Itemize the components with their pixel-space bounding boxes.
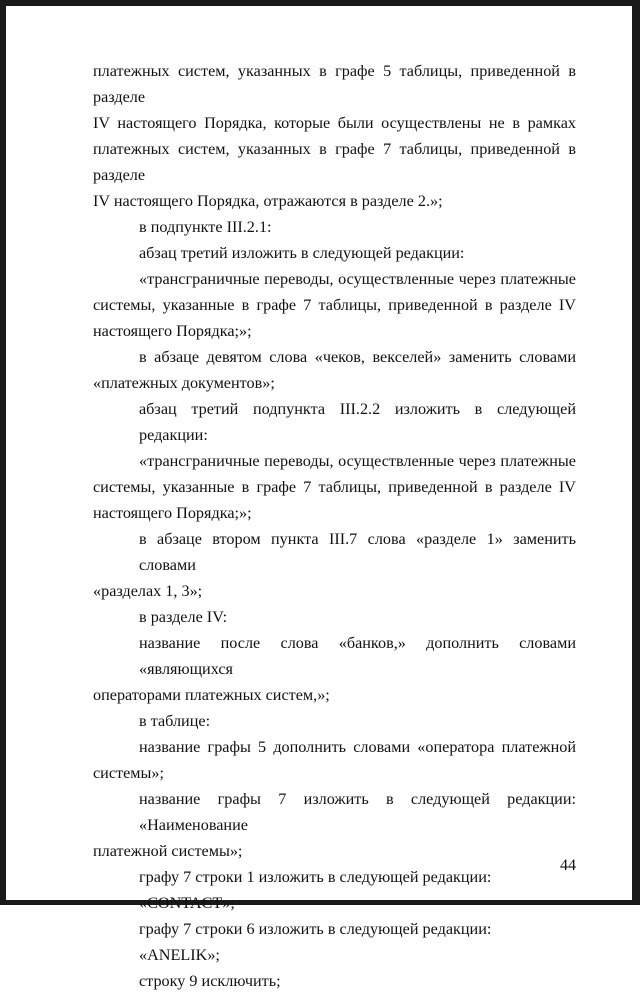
paragraph (93, 448, 576, 526)
text-line: «ANELIK»; (139, 946, 220, 964)
text-line: системы»; (93, 764, 165, 782)
text-line: «трансграничные переводы, осуществленные через платежные (139, 270, 576, 288)
paragraph (93, 240, 576, 266)
paragraph (93, 214, 576, 240)
text-line: название после слова «банков,» дополнить словами «являющихся (139, 634, 576, 678)
paragraph (93, 344, 576, 396)
text-line: в абзаце девятом слова «чеков, векселей» заменить словами (139, 348, 576, 366)
text-line: строку 9 исключить; (139, 972, 281, 990)
text-line: в разделе IV: (139, 608, 228, 626)
document-body (93, 58, 576, 994)
text-line: абзац третий подпункта III.2.2 изложить в следующей редакции: (139, 400, 576, 444)
paragraph (93, 890, 576, 916)
paragraph (93, 266, 576, 344)
text-line: настоящего Порядка;»; (93, 322, 252, 340)
text-line: платежной системы»; (93, 842, 243, 860)
text-line: IV настоящего Порядка, отражаются в разделе 2.»; (93, 192, 443, 210)
text-line: абзац третий изложить в следующей редакции: (139, 244, 465, 262)
paragraph (93, 396, 576, 448)
text-line: в таблице: (139, 712, 211, 730)
paragraph (93, 968, 576, 994)
text-line: операторами платежных систем,»; (93, 686, 330, 704)
paragraph (93, 708, 576, 734)
text-line: «CONTACT»; (139, 894, 235, 912)
text-line: IV настоящего Порядка, которые были осуществлены не в рамках (93, 114, 576, 132)
text-line: название графы 5 дополнить словами «оператора платежной (139, 738, 576, 756)
text-line: «трансграничные переводы, осуществленные через платежные (139, 452, 576, 470)
paragraph (93, 630, 576, 708)
paragraph (93, 864, 576, 890)
text-line: графу 7 строки 6 изложить в следующей редакции: (139, 920, 492, 938)
text-line: платежных систем, указанных в графе 7 таблицы, приведенной в разделе (93, 140, 576, 184)
paragraph (93, 58, 576, 214)
text-line: системы, указанные в графе 7 таблицы, приведенной в разделе IV (93, 296, 576, 314)
text-line: в абзаце втором пункта III.7 слова «разделе 1» заменить словами (139, 530, 576, 574)
text-line: название графы 7 изложить в следующей редакции: «Наименование (139, 790, 576, 834)
text-line: системы, указанные в графе 7 таблицы, приведенной в разделе IV (93, 478, 576, 496)
paragraph (93, 526, 576, 604)
text-line: настоящего Порядка;»; (93, 504, 252, 522)
text-line: «разделах 1, 3»; (93, 582, 203, 600)
paragraph (93, 942, 576, 968)
paragraph (93, 916, 576, 942)
paragraph (93, 604, 576, 630)
text-line: платежных систем, указанных в графе 5 таблицы, приведенной в разделе (93, 62, 576, 106)
text-line: графу 7 строки 1 изложить в следующей редакции: (139, 868, 492, 886)
text-line: «платежных документов»; (93, 374, 275, 392)
page-number: 44 (560, 857, 576, 874)
paragraph (93, 786, 576, 864)
paragraph (93, 734, 576, 786)
text-line: в подпункте III.2.1: (139, 218, 272, 236)
